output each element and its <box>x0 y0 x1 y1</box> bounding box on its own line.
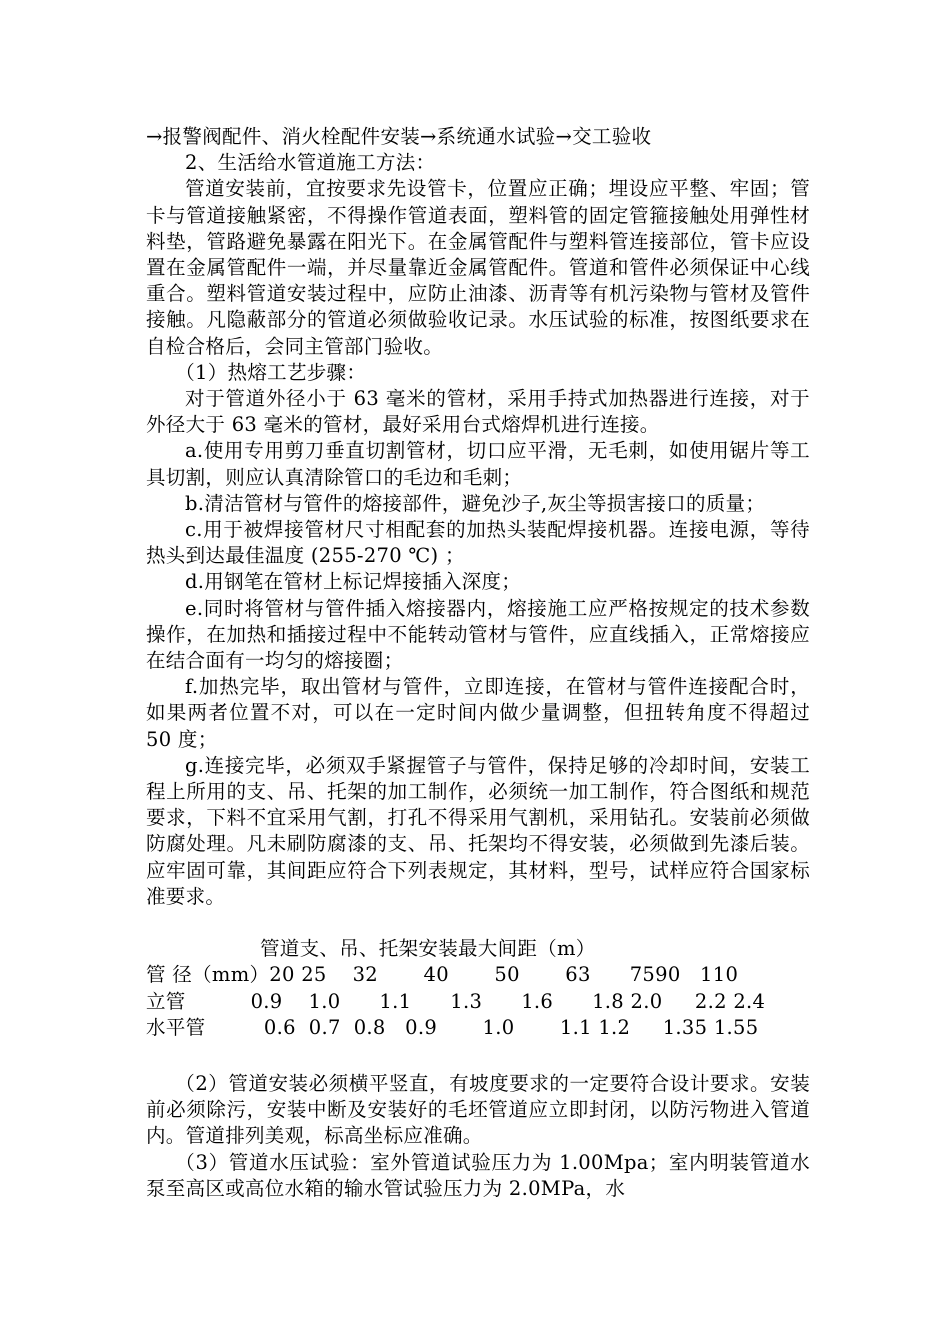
section-heading-water-supply: 2、生活给水管道施工方法： <box>185 151 436 175</box>
step-a: a.使用专用剪刀垂直切割管材，切口应平滑，无毛刺，如使用锯片等工具切割，则应认真清除管口的毛边和毛刺； <box>146 439 810 489</box>
paragraph-installation-alignment: （2）管道安装必须横平竖直，有坡度要求的一定要符合设计要求。安装前必须除污，安装中断及安装好的毛坯管道应立即封闭，以防污物进入管道内。管道排列美观，标高坐标应准确。 <box>146 1071 810 1148</box>
step-c: c.用于被焊接管材尺寸相配套的加热头装配焊接机器。连接电源，等待热头到达最佳温度 (255-270 ℃) ； <box>146 518 810 568</box>
support-spacing-table <box>146 936 810 1041</box>
step-b: b.清洁管材与管件的熔接部件，避免沙子,灰尘等损害接口的质量； <box>185 491 766 515</box>
subheading-hot-melt-steps: （1）热熔工艺步骤： <box>175 360 367 384</box>
step-e: e.同时将管材与管件插入熔接器内，熔接施工应严格按规定的技术参数操作，在加热和插接过程中不能转动管材与管件，应直线插入，正常熔接应在结合面有一均匀的熔接圈； <box>146 596 810 673</box>
step-f: f.加热完毕，取出管材与管件，立即连接，在管材与管件连接配合时，如果两者位置不对，可以在一定时间内做少量调整，但扭转角度不得超过 50 度； <box>146 675 810 751</box>
table-row-pipe-diameter: 管 径（mm）20 25 32 40 50 63 7590 110 <box>146 963 739 987</box>
step-d: d.用钢笔在管材上标记焊接插入深度； <box>185 570 522 594</box>
table-row-vertical-pipe: 立管 0.9 1.0 1.1 1.3 1.6 1.8 2.0 2.2 2.4 <box>146 989 766 1013</box>
step-g: g.连接完毕，必须双手紧握管子与管件，保持足够的冷却时间，安装工程上所用的支、吊、托架的加工制作，必须统一加工制作，符合图纸和规范要求，下料不宜采用气割，打孔不得采用气割机，采用钻孔。安装前必须做防腐处理。凡未刷防腐漆的支、吊、托架均不得安装，必须做到先漆后装。应牢固可靠，其间距应符合下列表规定，其材料，型号，试样应符合国家标准要求。 <box>146 753 810 908</box>
document-page <box>146 124 810 1202</box>
table-caption: 管道支、吊、托架安装最大间距（m） <box>260 937 596 961</box>
paragraph-connection-method: 对于管道外径小于 63 毫米的管材，采用手持式加热器进行连接，对于外径大于 63 毫米的管材，最好采用台式熔焊机进行连接。 <box>146 387 810 437</box>
paragraph-pressure-test: （3）管道水压试验：室外管道试验压力为 1.00Mpa；室内明装管道水泵至高区或高位水箱的输水管试验压力为 2.0MPa，水 <box>146 1150 810 1200</box>
paragraph-installation-requirements: 管道安装前，宜按要求先设管卡，位置应正确；埋设应平整、牢固；管卡与管道接触紧密，不得操作管道表面，塑料管的固定管箍接触处用弹性材料垫，管路避免暴露在阳光下。在金属管配件与塑料管连接部位，管卡应设置在金属管配件一端，并尽量靠近金属管配件。管道和管件必须保证中心线重合。塑料管道安装过程中，应防止油漆、沥青等有机污染物与管材及管件接触。凡隐蔽部分的管道必须做验收记录。水压试验的标准，按图纸要求在自检合格后，会同主管部门验收。 <box>146 177 810 358</box>
table-row-horizontal-pipe: 水平管 0.6 0.7 0.8 0.9 1.0 1.1 1.2 1.35 1.55 <box>146 1015 759 1039</box>
paragraph-process-flow: →报警阀配件、消火栓配件安装→系统通水试验→交工验收 <box>146 125 652 148</box>
